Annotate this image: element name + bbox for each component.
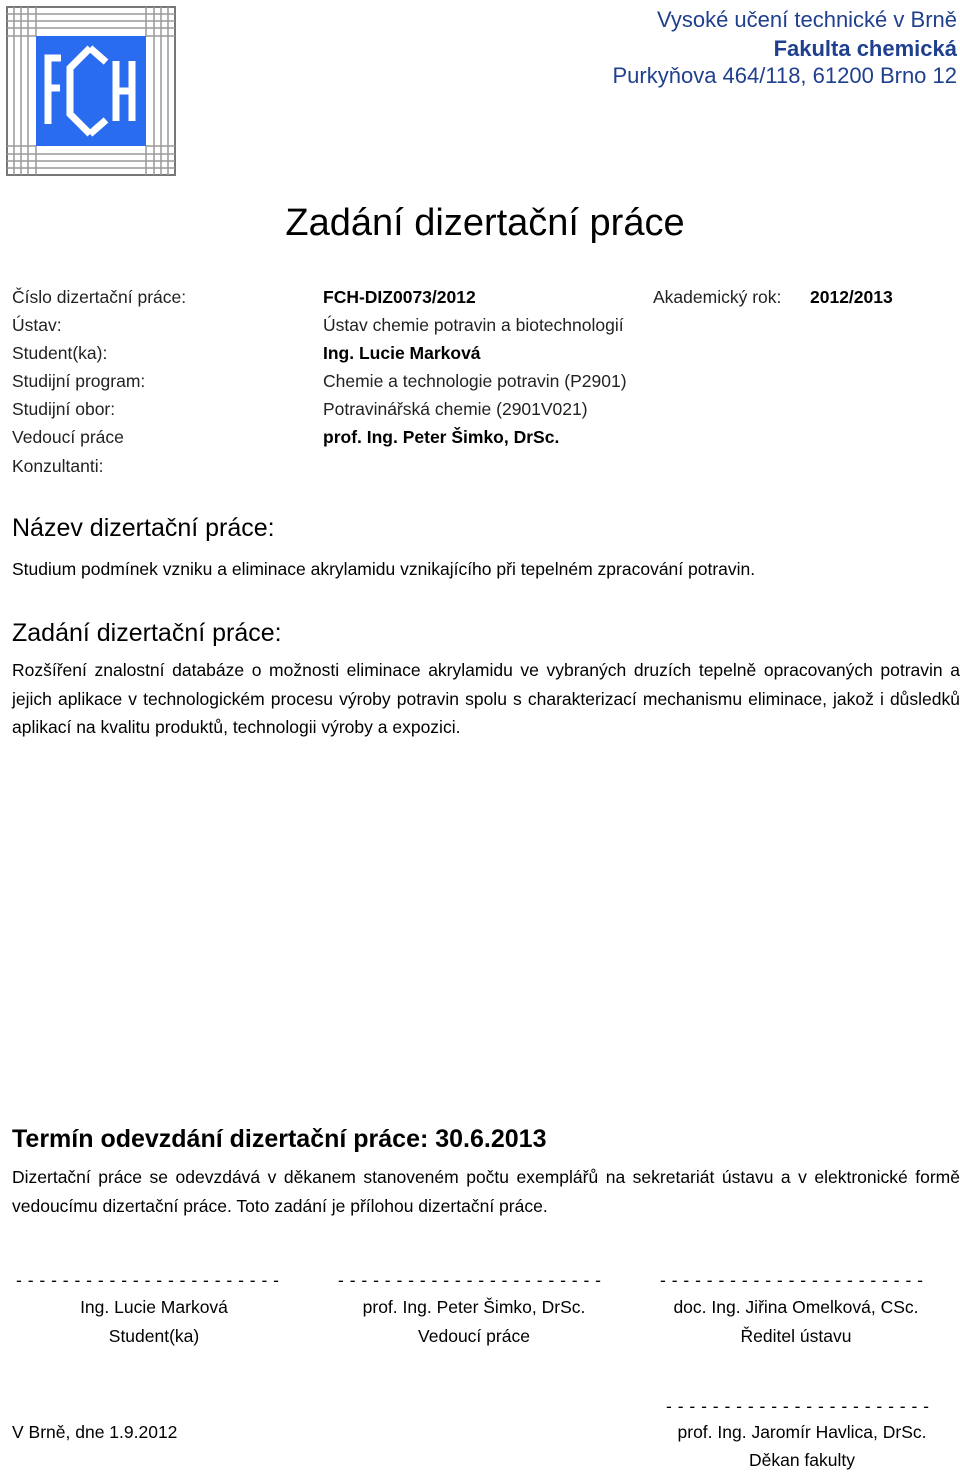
- deadline-heading: Termín odevzdání dizertační práce: 30.6.2013: [12, 1125, 547, 1153]
- institute-value: Ústav chemie potravin a biotechnologií: [323, 315, 624, 335]
- signature-line-dean: - - - - - - - - - - - - - - - - - - - - - - -: [666, 1396, 930, 1416]
- signature-line-head: - - - - - - - - - - - - - - - - - - - - - - -: [660, 1270, 924, 1290]
- supervisor-value: prof. Ing. Peter Šimko, DrSc.: [323, 427, 560, 447]
- signature-line-student: - - - - - - - - - - - - - - - - - - - - - - -: [16, 1270, 280, 1290]
- document-title: Zadání dizertační práce: [285, 202, 685, 244]
- thesis-name-heading: Název dizertační práce:: [12, 514, 275, 542]
- number-label: Číslo dizertační práce:: [12, 287, 187, 307]
- head-signature-name: doc. Ing. Jiřina Omelková, CSc.: [673, 1297, 919, 1317]
- academic-year-label: Akademický rok:: [653, 287, 782, 307]
- institute-label: Ústav:: [12, 315, 62, 335]
- place-date: V Brně, dne 1.9.2012: [12, 1422, 178, 1442]
- supervisor-signature-name: prof. Ing. Peter Šimko, DrSc.: [362, 1297, 586, 1317]
- supervisor-label: Vedoucí práce: [12, 427, 124, 447]
- faculty-logo: [6, 6, 176, 176]
- student-signature-role: Student(ka): [108, 1326, 200, 1346]
- student-label: Student(ka):: [12, 343, 108, 363]
- faculty-address: Purkyňova 464/118, 61200 Brno 12: [612, 63, 957, 88]
- student-value: Ing. Lucie Marková: [323, 343, 481, 363]
- university-name: Vysoké učení technické v Brně: [656, 7, 957, 32]
- deadline-text: Dizertační práce se odevzdává v děkanem stanoveném počtu exemplářů na sekretariát ústavu a v elektronické formě vedoucímu dizertační práce. Toto zadání je přílohou dizertační práce.: [12, 1167, 960, 1216]
- consultants-label: Konzultanti:: [12, 456, 104, 476]
- dean-signature-role: Děkan fakulty: [748, 1450, 856, 1470]
- signature-line-supervisor: - - - - - - - - - - - - - - - - - - - - - - -: [338, 1270, 602, 1290]
- head-signature-role: Ředitel ústavu: [740, 1326, 852, 1346]
- assignment-heading: Zadání dizertační práce:: [12, 619, 282, 647]
- program-label: Studijní program:: [12, 371, 146, 391]
- student-signature-name: Ing. Lucie Marková: [80, 1297, 228, 1317]
- thesis-name-text: Studium podmínek vzniku a eliminace akrylamidu vznikajícího při tepelném zpracování potravin.: [12, 559, 756, 579]
- dean-signature-name: prof. Ing. Jaromír Havlica, DrSc.: [677, 1422, 927, 1442]
- supervisor-signature-role: Vedoucí práce: [418, 1326, 530, 1346]
- faculty-name: Fakulta chemická: [773, 36, 957, 61]
- number-value: FCH-DIZ0073/2012: [323, 287, 476, 307]
- academic-year-value: 2012/2013: [810, 287, 893, 307]
- field-label: Studijní obor:: [12, 399, 116, 419]
- assignment-text: Rozšíření znalostní databáze o možnosti eliminace akrylamidu ve vybraných druzích tepelně opracovaných potravin a jejich aplikace v technologickém procesu výroby potravin spolu s charakterizací mechanismu eliminace, jakož i důsledků aplikací na kvalitu produktů, technologii výroby a expozici.: [12, 660, 960, 737]
- field-value: Potravinářská chemie (2901V021): [323, 399, 588, 419]
- program-value: Chemie a technologie potravin (P2901): [323, 371, 627, 391]
